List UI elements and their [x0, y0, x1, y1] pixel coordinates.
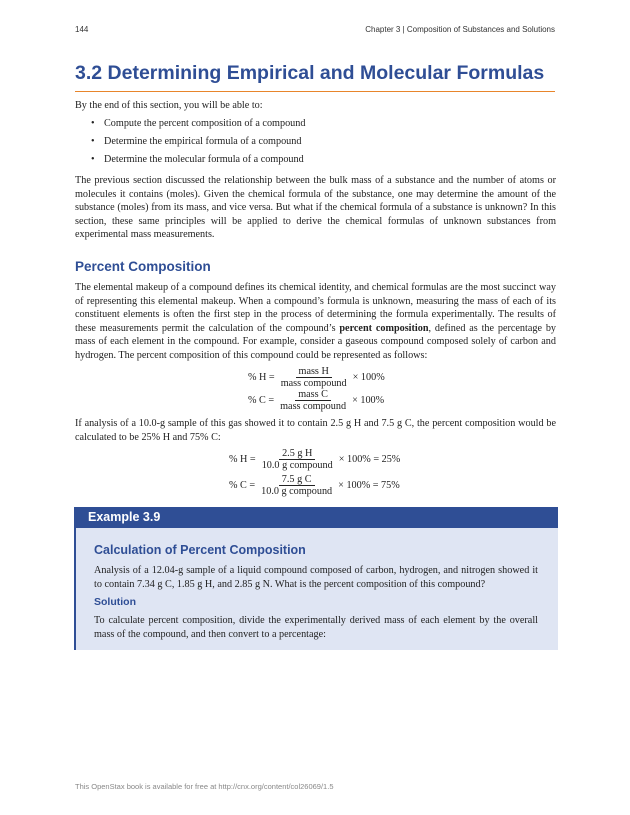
page-number: 144: [75, 25, 89, 34]
section-title: 3.2 Determining Empirical and Molecular Formulas: [75, 62, 555, 92]
learning-objectives-list: [91, 115, 305, 169]
fraction-denominator: 10.0 g compound: [261, 460, 333, 471]
paragraph-text: , defined as the percentage by mass of each element in the compound. For example, consider a gaseous compound composed solely of carbon and hydrogen. The percent composition of this compound could be represented as follows:: [75, 322, 557, 361]
equation-lhs: % H =: [229, 454, 256, 465]
example-box: [74, 507, 558, 650]
subsection-heading: Percent Composition: [75, 259, 211, 274]
equation-sample-c: [229, 474, 400, 497]
equation-lhs: % C =: [229, 480, 256, 491]
example-problem: Analysis of a 12.04-g sample of a liquid compound composed of carbon, hydrogen, and nitrogen showed it to contain 7.34 g C, 1.85 g H, and 2.85 g N. What is the percent composition of this compound?: [94, 565, 538, 590]
equation-fraction: [278, 366, 350, 389]
equation-sample-h: [229, 448, 400, 471]
equation-rhs: × 100%: [352, 395, 385, 406]
fraction-numerator: mass H: [296, 366, 332, 378]
chapter-running-header: Chapter 3 | Composition of Substances and Solutions: [365, 25, 555, 34]
equation-fraction: [277, 389, 349, 412]
equation-percent-c: [248, 389, 384, 412]
percent-composition-paragraph: [75, 281, 556, 362]
example-label: Example 3.9: [76, 507, 558, 528]
equation-rhs: × 100%: [352, 372, 385, 383]
sample-paragraph: If analysis of a 10.0-g sample of this gas showed it to contain 2.5 g H and 7.5 g C, the percent composition would be calculated to be 25% H and 75% C:: [75, 418, 556, 443]
equation-fraction: [258, 474, 335, 497]
example-title: Calculation of Percent Composition: [94, 543, 306, 557]
fraction-numerator: 2.5 g H: [279, 448, 315, 460]
solution-heading: Solution: [94, 596, 136, 608]
intro-paragraph: The previous section discussed the relationship between the bulk mass of a substance and the number of atoms or molecules it contains (moles). Given the chemical formula of the substance, one may determine the amount of the substance (moles) from its mass, and vice versa. But what if the chemical formula of a substance is unknown? In this section, these same principles will be applied to derive the chemical formulas of unknown substances from experimental mass measurements.: [75, 175, 556, 240]
fraction-numerator: 7.5 g C: [279, 474, 315, 486]
solution-text: To calculate percent composition, divide the experimentally derived mass of each element by the overall mass of the compound, and then convert to a percentage:: [94, 615, 538, 640]
objective-item: • Compute the percent composition of a compound: [91, 115, 305, 133]
equation-percent-h: [248, 366, 385, 389]
page-footer: This OpenStax book is available for free at http://cnx.org/content/col26069/1.5: [75, 782, 334, 791]
paragraph-text: The elemental makeup of a compound defines its chemical identity, and chemical formulas are the most succinct way of representing this elemental makeup. When a compound’s formula is unknown, measuring the mass of each of its constituent elements is often the first step in the process of determining the formula experimentally. The results of these measurements permit the calculation of the compound’s: [75, 282, 556, 334]
fraction-numerator: mass C: [295, 389, 331, 401]
key-term: percent composition: [339, 322, 429, 334]
equation-rhs: × 100% = 25%: [338, 454, 401, 465]
objectives-intro: By the end of this section, you will be able to:: [75, 100, 263, 111]
fraction-denominator: mass compound: [280, 378, 347, 389]
equation-lhs: % H =: [248, 372, 275, 383]
equation-rhs: × 100% = 75%: [338, 480, 400, 491]
equation-fraction: [259, 448, 336, 471]
objective-item: • Determine the empirical formula of a compound: [91, 133, 305, 151]
fraction-denominator: 10.0 g compound: [261, 486, 333, 497]
objective-item: • Determine the molecular formula of a compound: [91, 151, 305, 169]
equation-lhs: % C =: [248, 395, 275, 406]
fraction-denominator: mass compound: [280, 401, 347, 412]
